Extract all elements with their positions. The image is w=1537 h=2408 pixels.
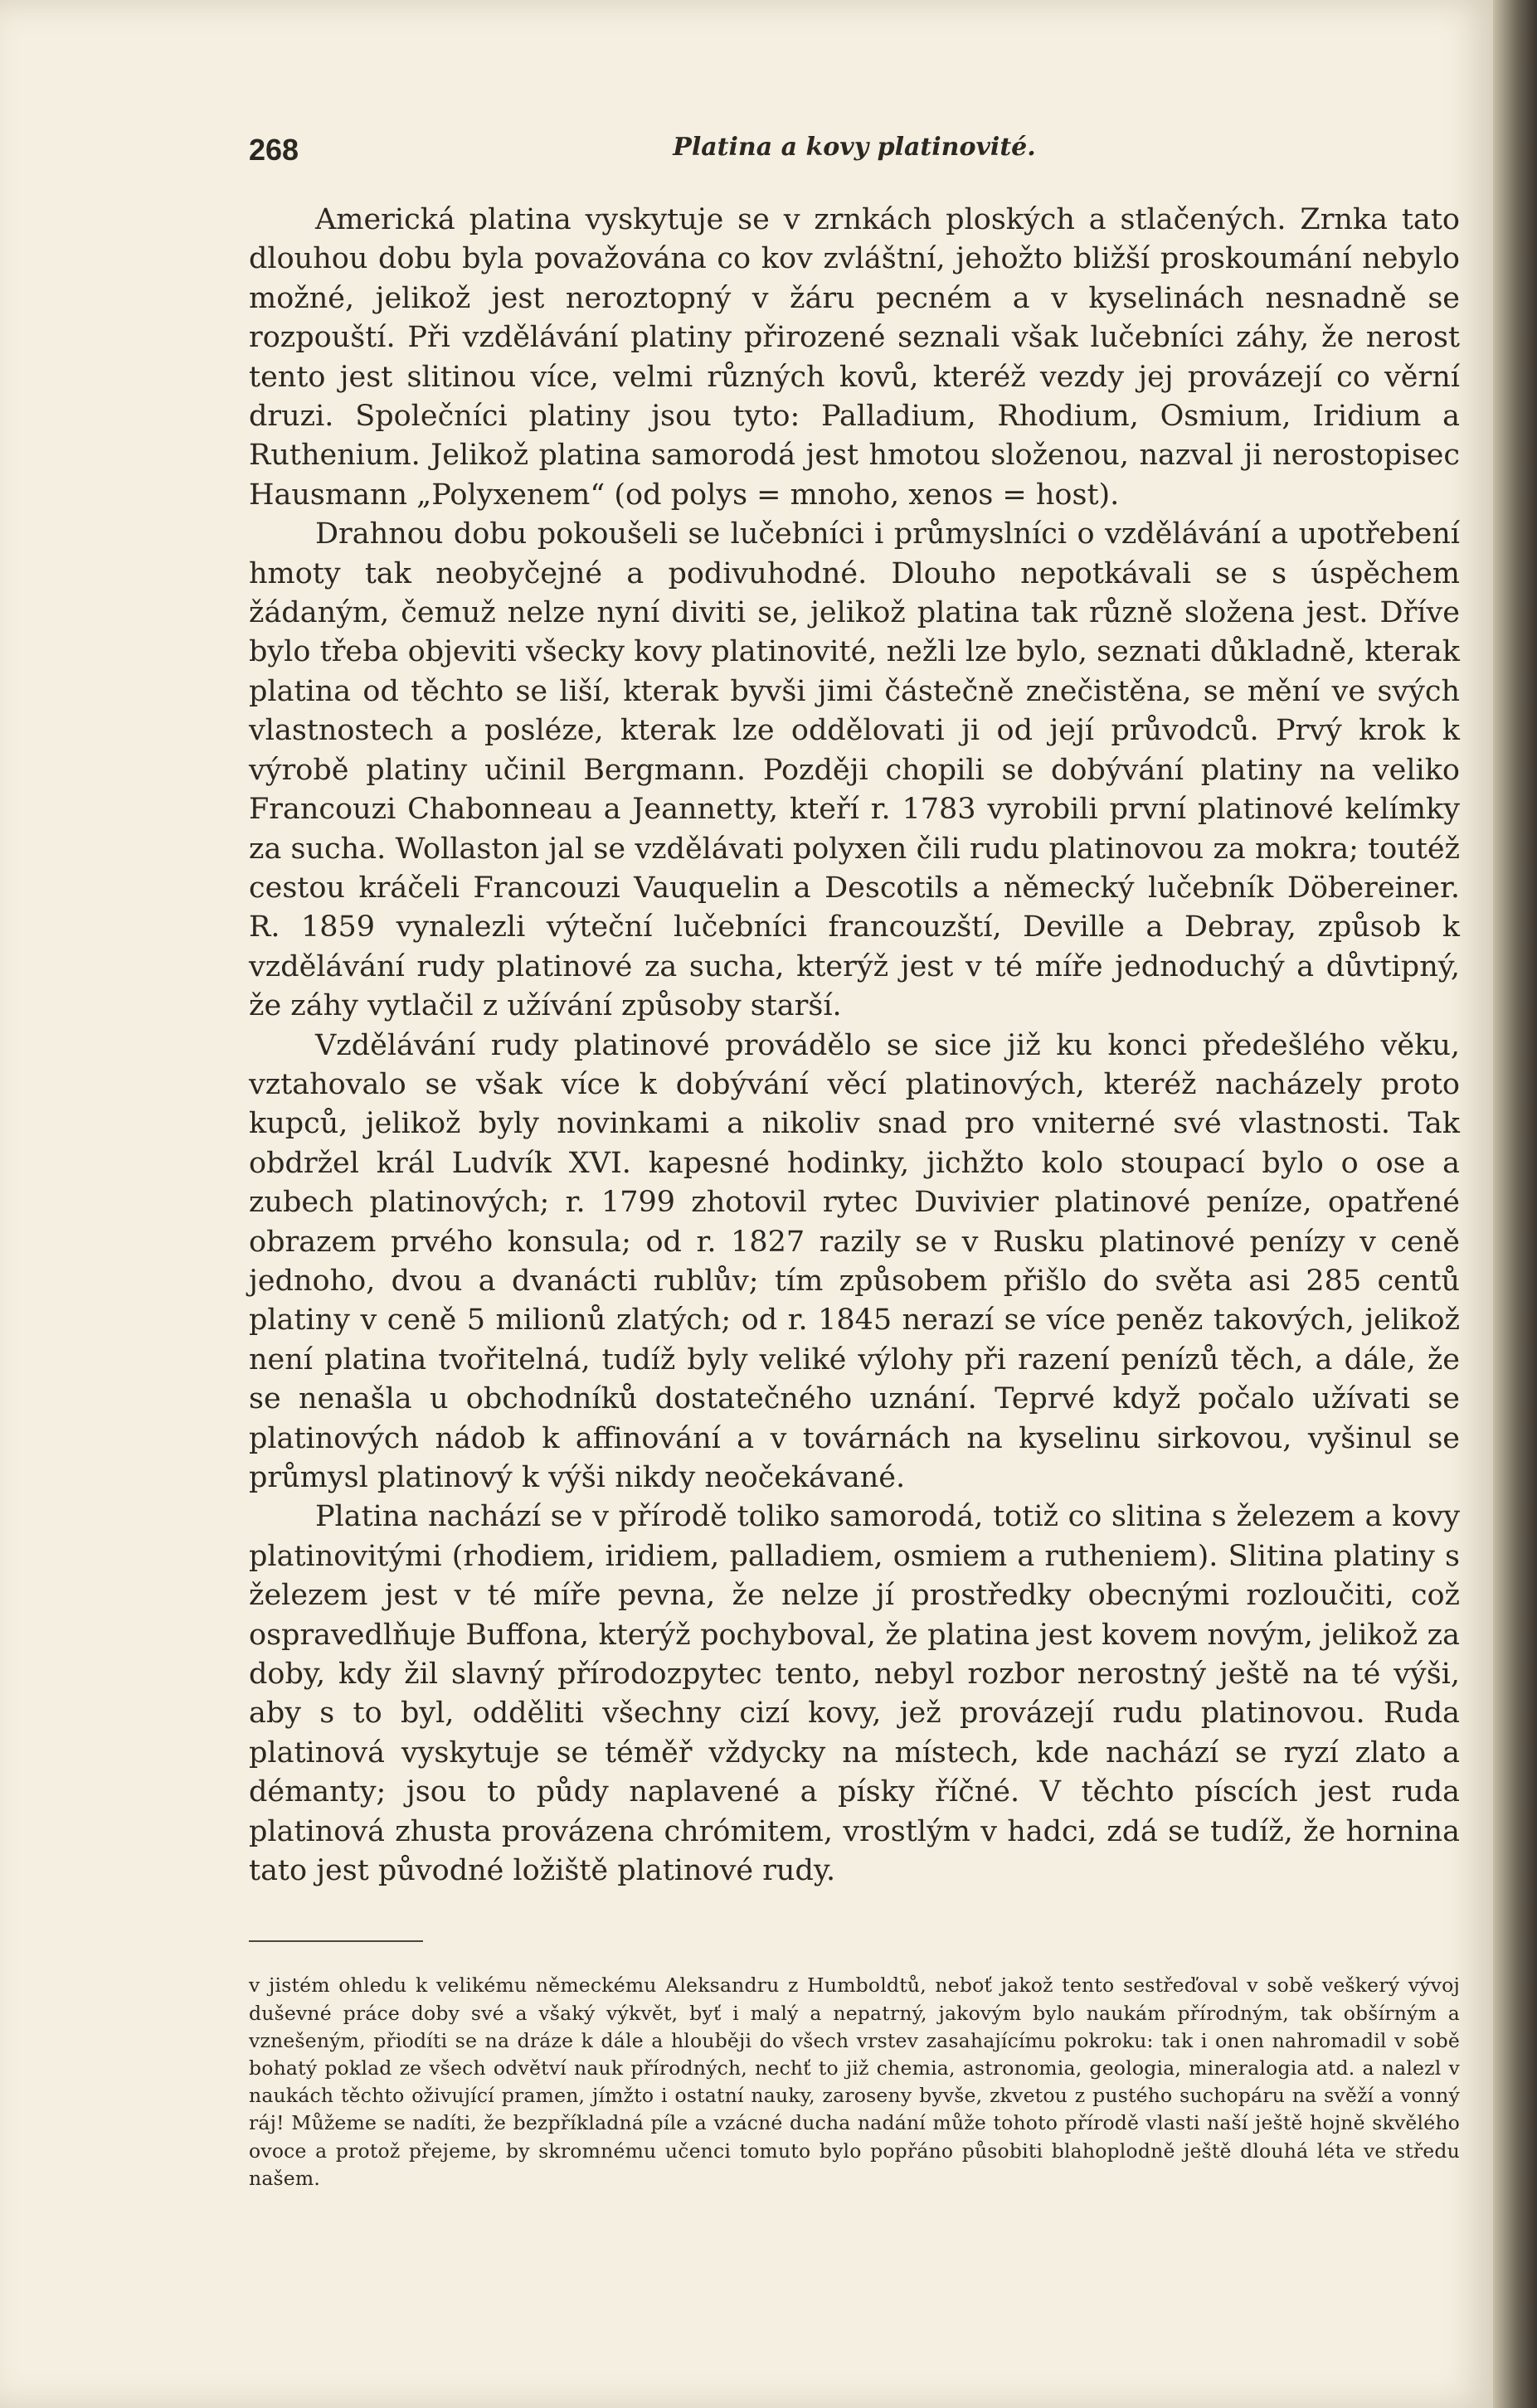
book-spine-edge [1493,0,1537,2408]
page-number: 268 [249,133,299,167]
footnote [249,1972,1460,2192]
footnote-text: v jistém ohledu k velikému německému Aleksandru z Humboldtů, neboť jakož tento sestřeďoval v sobě veškerý vývoj duševné práce doby své a všaký výkvět, byť i malý a nepatrný, jakovým bylo naukám přírodným, tak obšírným a vznešeným, přiodíti se na dráze k dále a hlouběji do všech vrstev zasahajícímu pokroku: tak i onen nahromadil v sobě bohatý poklad ze všech odvětví nauk přírodných, nechť to již chemia, astronomia, geologia, mineralogia atd. a nalezl v naukách těchto oživující pramen, jímžto i ostatní nauky, zaroseny byvše, zkvetou z pustého suchopáru na svěží a vonný ráj! Můžeme se nadíti, že bezpříkladná píle a vzácné ducha nadání může tohoto přírodě vlasti naší ještě hojně skvělého ovoce a protož přejeme, by skromnému učenci tomuto bylo popřáno působiti blahoplodně ještě dlouhá léta ve středu našem. [249,1973,1460,2190]
page-content [249,133,1460,2192]
paragraph: Americká platina vyskytuje se v zrnkách ploských a stlačených. Zrnka tato dlouhou dobu byla považována co kov zvláštní, jehožto bližší proskoumání nebylo možné, jelikož jest neroztopný v žáru pecném a v kyselinách nesnadně se rozpouští. Při vzdělávání platiny přirozené seznali však lučebníci záhy, že nerost tento jest slitinou více, velmi různých kovů, kteréž vezdy jej provázejí co věrní druzi. Společníci platiny jsou tyto: Palladium, Rhodium, Osmium, Iridium a Ruthenium. Jelikož platina samorodá jest hmotou složenou, nazval ji nerostopisec Hausmann „Polyxenem“ (od polys = mnoho, xenos = host). [249,203,1460,512]
body-text [249,201,1460,1891]
page-header [249,133,1460,182]
footnote-divider [249,1940,423,1942]
running-head: Platina a kovy platinovité. [673,133,1036,162]
paragraph: Vzdělávání rudy platinové provádělo se sice již ku konci předešlého věku, vztahovalo se však více k dobývání věcí platinových, kteréž nacházely proto kupců, jelikož byly novinkami a nikoliv snad pro vniterné své vlastnosti. Tak obdržel král Ludvík XVI. kapesné hodinky, jichžto kolo stoupací bylo o ose a zubech platinových; r. 1799 zhotovil rytec Duvivier platinové peníze, opatřené obrazem prvého konsula; od r. 1827 razily se v Rusku platinové penízy v ceně jednoho, dvou a dvanácti rublův; tím způsobem přišlo do světa asi 285 centů platiny v ceně 5 milionů zlatých; od r. 1845 nerazí se více peněz takových, jelikož není platina tvořitelná, tudíž byly veliké výlohy při razení penízů těch, a dále, že se nenašla u obchodníků dostatečného uznání. Teprvé když počalo užívati se platinových nádob k affinování a v továrnách na kyselinu sirkovou, vyšinul se průmysl platinový k výši nikdy neočekávané. [249,1028,1460,1494]
paragraph: Platina nachází se v přírodě toliko samorodá, totiž co slitina s železem a kovy platinovitými (rhodiem, iridiem, palladiem, osmiem a rutheniem). Slitina platiny s železem jest v té míře pevna, že nelze jí prostředky obecnými rozloučiti, což ospravedlňuje Buffona, kterýž pochyboval, že platina jest kovem novým, jelikož za doby, kdy žil slavný přírodozpytec tento, nebyl rozbor nerostný ještě na té výši, aby s to byl, odděliti všechny cizí kovy, jež provázejí rudu platinovou. Ruda platinová vyskytuje se téměř vždycky na místech, kde nachází se ryzí zlato a démanty; jsou to půdy naplavené a písky říčné. V těchto píscích jest ruda platinová zhusta provázena chrómitem, vrostlým v hadci, zdá se tudíž, že hornina tato jest původné ložiště platinové rudy. [249,1500,1460,1888]
paragraph: Drahnou dobu pokoušeli se lučebníci i průmyslníci o vzdělávání a upotřebení hmoty tak neobyčejné a podivuhodné. Dlouho nepotkávali se s úspěchem žádaným, čemuž nelze nyní diviti se, jelikož platina tak různě složena jest. Dříve bylo třeba objeviti všecky kovy platinovité, nežli lze bylo, seznati důkladně, kterak platina od těchto se liší, kterak byvši jimi částečně znečistěna, se mění ve svých vlastnostech a posléze, kterak lze oddělovati ji od její průvodců. Prvý krok k výrobě platiny učinil Bergmann. Později chopili se dobývání platiny na veliko Francouzi Chabonneau a Jeannetty, kteří r. 1783 vyrobili první platinové kelímky za sucha. Wollaston jal se vzdělávati polyxen čili rudu platinovou za mokra; toutéž cestou kráčeli Francouzi Vauquelin a Descotils a německý lučebník Döbereiner. R. 1859 vynalezli výteční lučebníci francouzští, Deville a Debray, způsob k vzdělávání rudy platinové za sucha, kterýž jest v té míře jednoduchý a důvtipný, že záhy vytlačil z užívání způsoby starší. [249,517,1460,1023]
